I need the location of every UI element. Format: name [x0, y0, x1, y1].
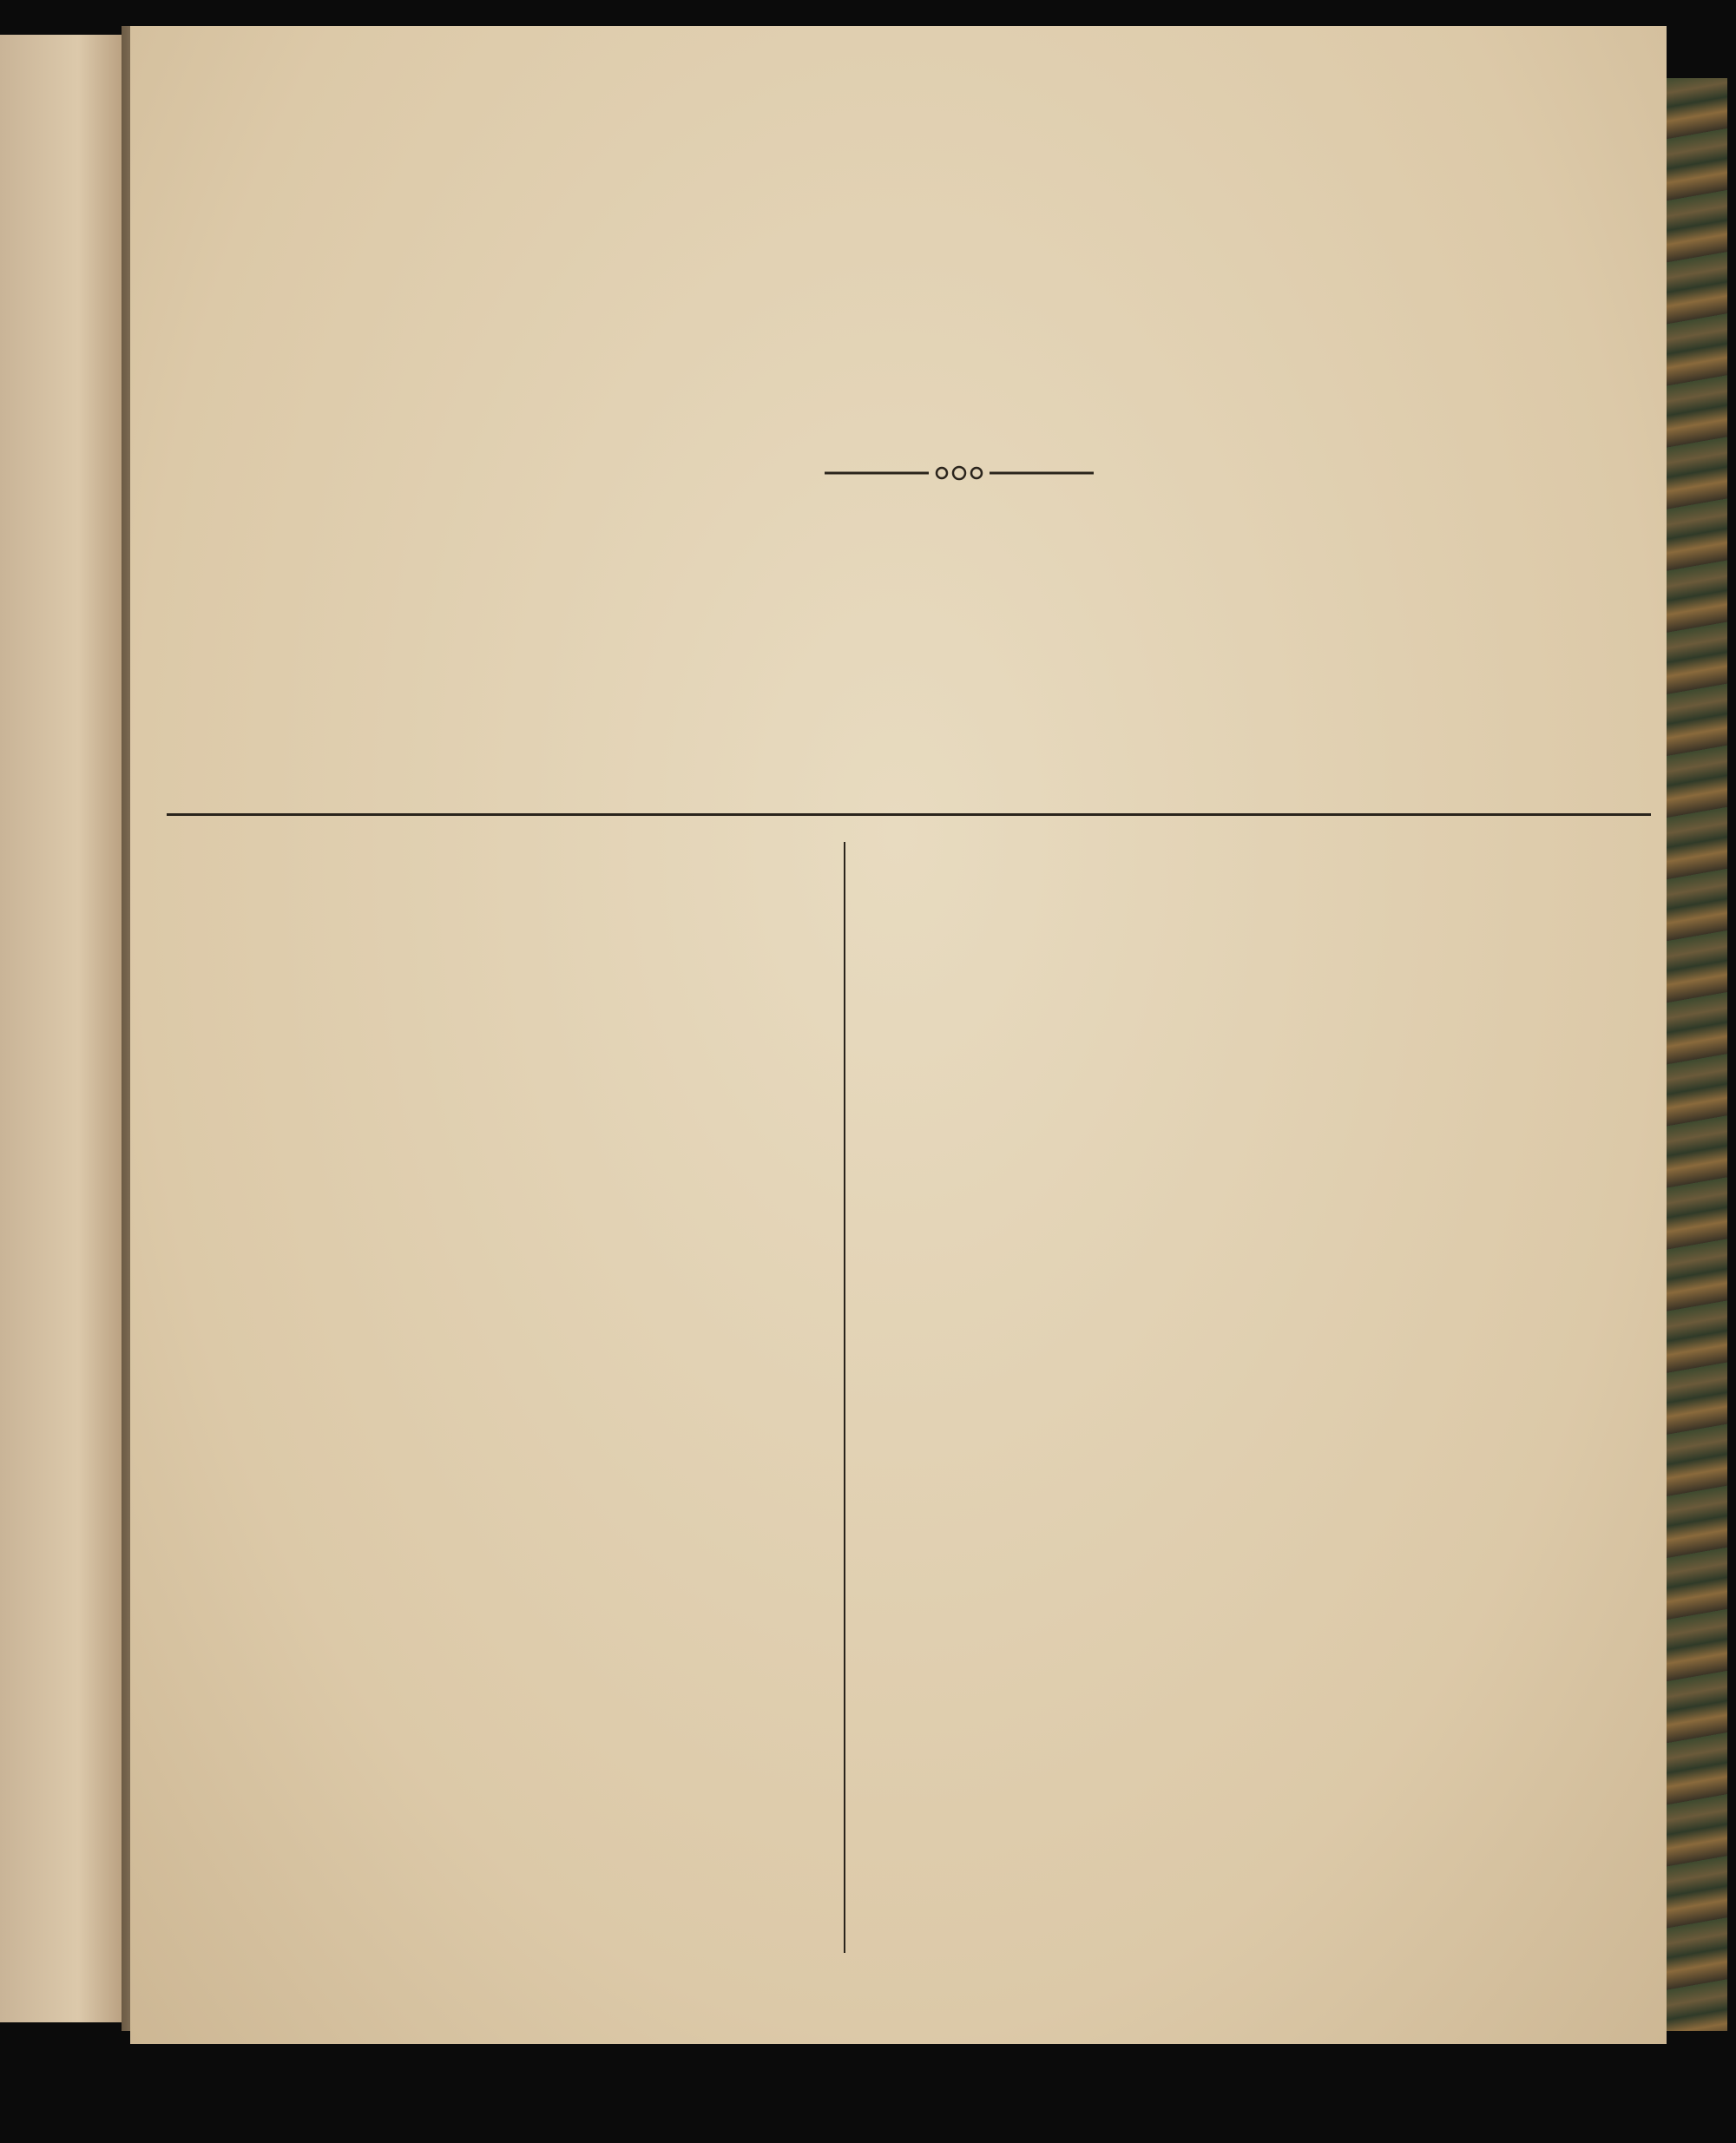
- marbled-book-edge: [1662, 78, 1727, 2031]
- book-page: [130, 26, 1667, 2044]
- column-rule: [844, 842, 845, 1953]
- left-page-edge: [0, 35, 130, 2022]
- section-rule: [167, 813, 1651, 816]
- ornament-divider: [825, 460, 1094, 486]
